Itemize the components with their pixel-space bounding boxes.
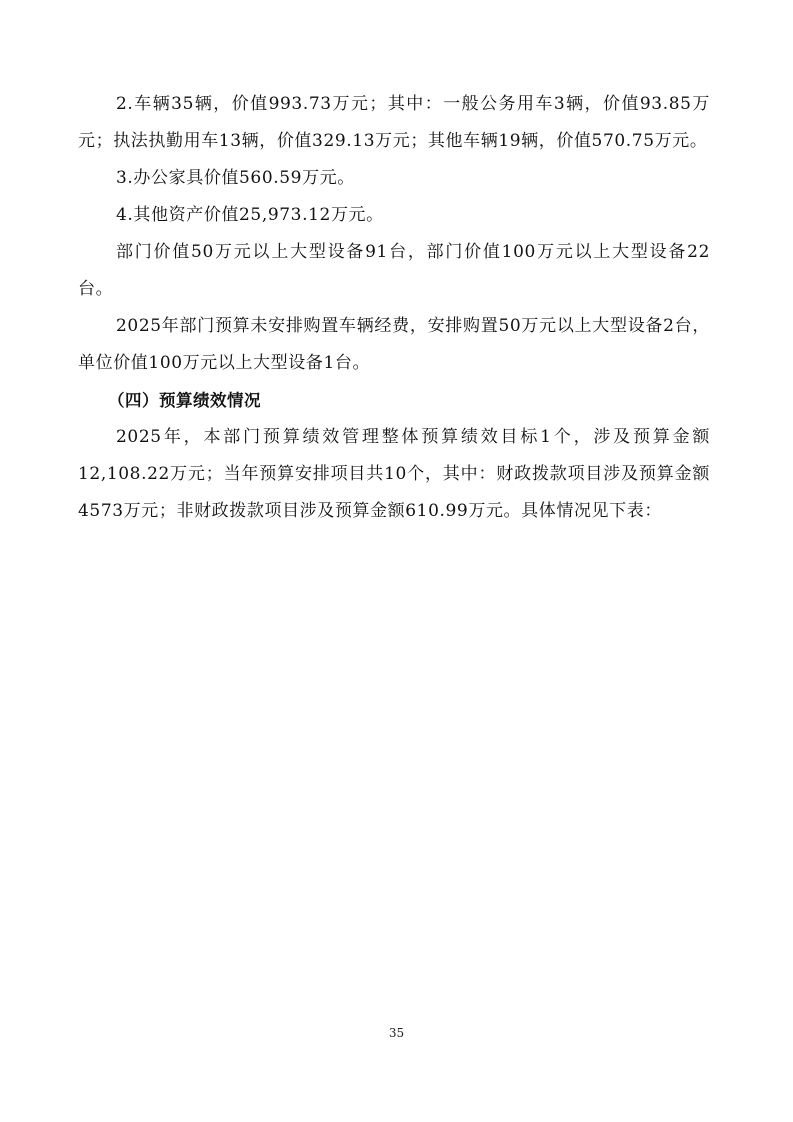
paragraph-large-equipment: 部门价值50万元以上大型设备91台，部门价值100万元以上大型设备22台。 [78,242,710,299]
paragraph-purchase-plan: 2025年部门预算未安排购置车辆经费，安排购置50万元以上大型设备2台，单位价值100万元以上大型设备1台。 [78,316,710,373]
section-heading: （四）预算绩效情况 [108,391,261,410]
paragraph-vehicles: 2.车辆35辆，价值993.73万元；其中：一般公务用车3辆，价值93.85万元；执法执勤用车13辆，价值329.13万元；其他车辆19辆，价值570.75万元。 [78,94,710,151]
paragraph-office-furniture: 3.办公家具价值560.59万元。 [116,168,355,188]
page-number: 35 [388,1026,405,1040]
paragraph-performance: 2025年，本部门预算绩效管理整体预算绩效目标1个，涉及预算金额12,108.22万元；当年预算安排项目共10个，其中：财政拨款项目涉及预算金额4573万元；非财政拨款项目涉及预算金额610.99万元。具体情况见下表： [78,427,710,521]
paragraph-other-assets: 4.其他资产价值25,973.12万元。 [116,205,384,225]
page-content [78,86,710,530]
